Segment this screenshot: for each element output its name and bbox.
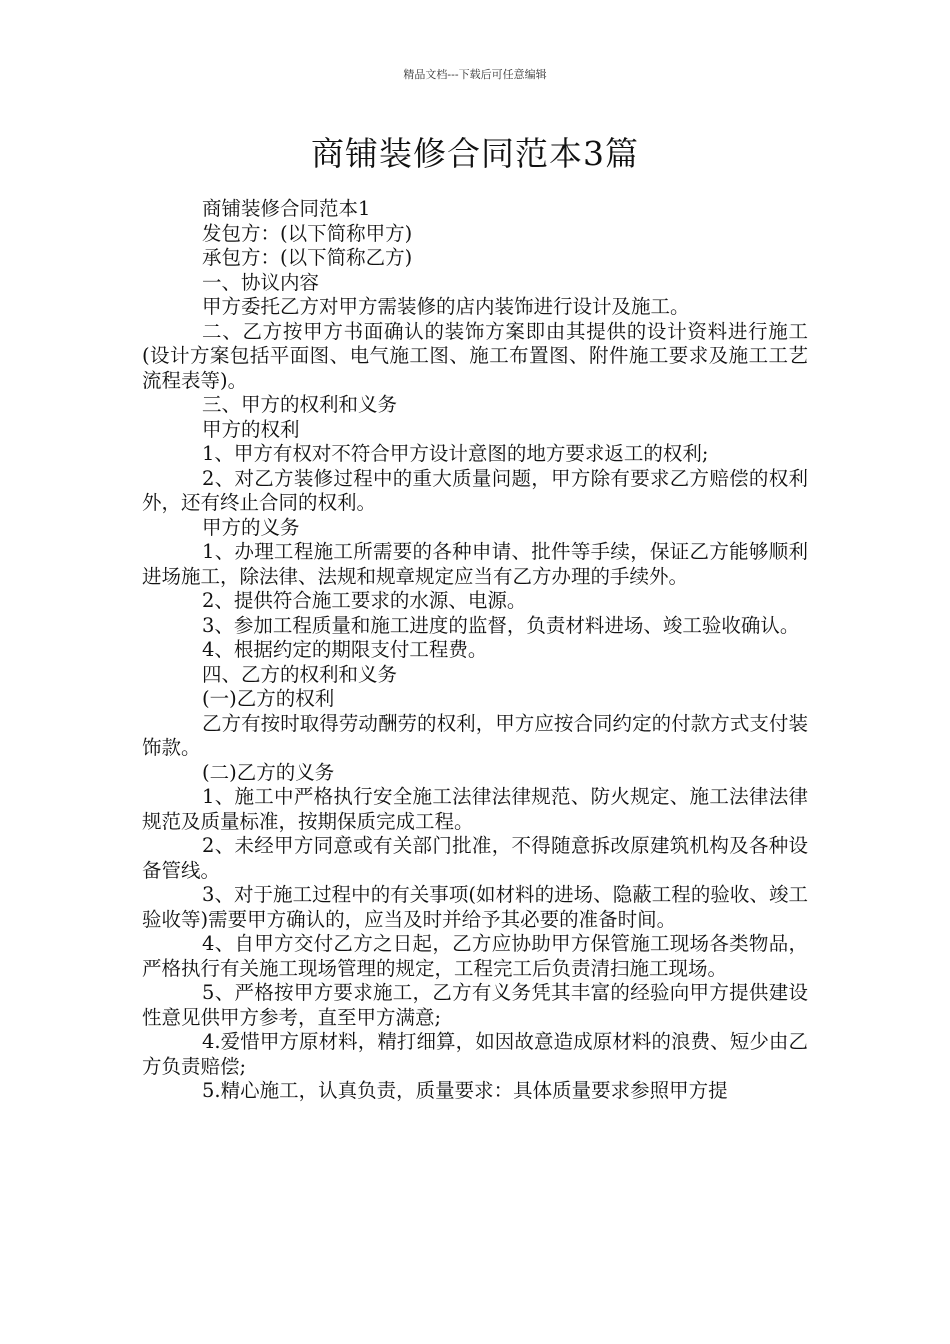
paragraph: 三、甲方的权利和义务 (202, 393, 398, 416)
paragraph: 4、自甲方交付乙方之日起，乙方应协助甲方保管施工现场各类物品，严格执行有关施工现场管理的规定，工程完工后负责清扫施工现场。 (142, 932, 808, 980)
paragraph: 4.爱惜甲方原材料，精打细算，如因故意造成原材料的浪费、短少由乙方负责赔偿; (142, 1030, 808, 1078)
paragraph: 甲方的权利 (202, 417, 300, 441)
paragraph: 1、办理工程施工所需要的各种申请、批件等手续，保证乙方能够顺利进场施工，除法律、法规和规章规定应当有乙方办理的手续外。 (142, 540, 808, 588)
paragraph: 1、施工中严格执行安全施工法律法律规范、防火规定、施工法律法律规范及质量标准，按期保质完成工程。 (142, 785, 808, 833)
paragraph: (二)乙方的义务 (202, 760, 335, 784)
paragraph: 4、根据约定的期限支付工程费。 (202, 638, 488, 661)
paragraph: 2、提供符合施工要求的水源、电源。 (202, 589, 527, 612)
paragraph: 一、协议内容 (202, 270, 320, 294)
paragraph: 1、甲方有权对不符合甲方设计意图的地方要求返工的权利; (202, 442, 709, 465)
paragraph: 承包方：(以下简称乙方) (202, 246, 413, 269)
paragraph: 2、未经甲方同意或有关部门批准，不得随意拆改原建筑机构及各种设备管线。 (142, 834, 808, 882)
paragraph: 3、对于施工过程中的有关事项(如材料的进场、隐蔽工程的验收、竣工验收等)需要甲方确认的，应当及时并给予其必要的准备时间。 (142, 883, 808, 931)
paragraph: 乙方有按时取得劳动酬劳的权利，甲方应按合同约定的付款方式支付装饰款。 (142, 711, 808, 759)
paragraph: 四、乙方的权利和义务 (202, 662, 398, 686)
paragraph: 发包方：(以下简称甲方) (202, 221, 413, 245)
paragraph: 5.精心施工，认真负责，质量要求：具体质量要求参照甲方提 (202, 1079, 728, 1102)
paragraph: 甲方的义务 (202, 515, 300, 539)
page-header-note: 精品文档---下载后可任意编辑 (403, 68, 547, 81)
document-body (142, 197, 808, 1104)
paragraph: 3、参加工程质量和施工进度的监督，负责材料进场、竣工验收确认。 (202, 613, 800, 637)
paragraph: 2、对乙方装修过程中的重大质量问题，甲方除有要求乙方赔偿的权利外，还有终止合同的权利。 (142, 466, 808, 514)
paragraph: (一)乙方的权利 (202, 687, 335, 710)
paragraph: 二、乙方按甲方书面确认的装饰方案即由其提供的设计资料进行施工(设计方案包括平面图、电气施工图、施工布置图、附件施工要求及施工工艺流程表等)。 (142, 319, 808, 392)
paragraph: 5、严格按甲方要求施工，乙方有义务凭其丰富的经验向甲方提供建设性意见供甲方参考，直至甲方满意; (142, 981, 808, 1029)
document-title: 商铺装修合同范本3篇 (311, 134, 639, 173)
paragraph: 甲方委托乙方对甲方需装修的店内装饰进行设计及施工。 (202, 295, 690, 318)
paragraph: 商铺装修合同范本1 (202, 197, 371, 220)
